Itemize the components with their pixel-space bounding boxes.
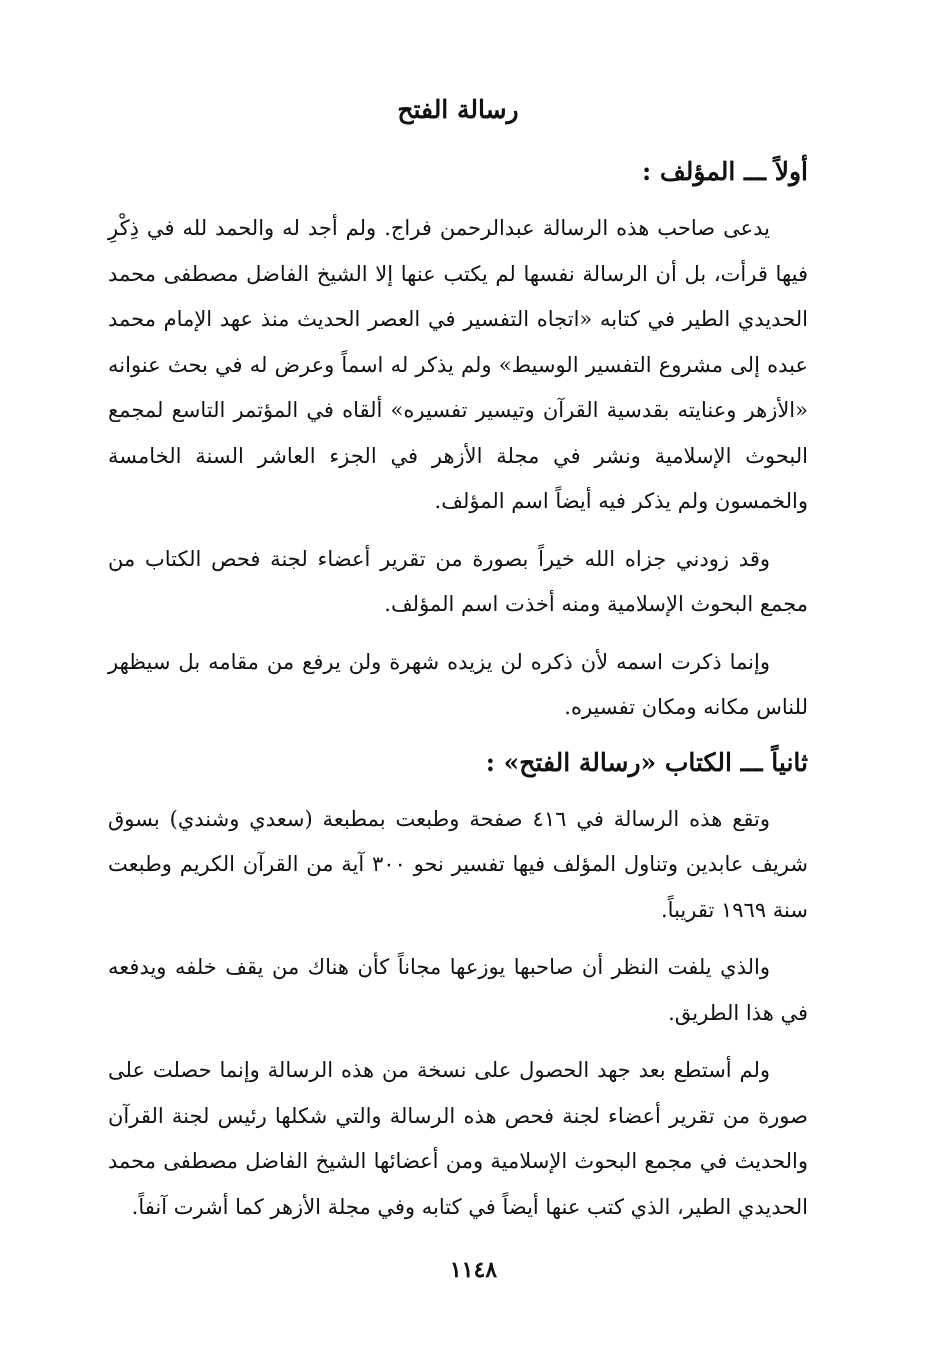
paragraph: ولم أستطع بعد جهد الحصول على نسخة من هذه الرسالة وإنما حصلت على صورة من تقرير أعضاء لجنة فحص هذه الرسالة والتي شكلها رئيس لجنة القرآن والحديث في مجمع البحوث الإسلامية ومن أعضائها الشيخ الفاضل مصطفى محمد الحديدي الطير، الذي كتب عنها أيضاً في كتابه وفي مجلة الأزهر كما أشرت آنفاً. <box>108 1058 808 1219</box>
paragraph: وإنما ذكرت اسمه لأن ذكره لن يزيده شهرة ولن يرفع من مقامه بل سيظهر للناس مكانه ومكان تفسيره. <box>108 649 808 719</box>
section-heading-author: أولاً ـــ المؤلف : <box>641 157 808 186</box>
paragraph: يدعى صاحب هذه الرسالة عبدالرحمن فراج. ولم أجد له والحمد لله في ذِكْرِ فيها قرأت، بل أن الرسالة نفسها لم يكتب عنها إلا الشيخ الفاضل مصطفى محمد الحديدي الطير في كتابه «اتجاه التفسير في العصر الحديث منذ عهد الإمام محمد عبده إلى مشروع التفسير الوسيط» ولم يذكر له اسماً وعرض له في بحث عنوانه «الأزهر وعنايته بقدسية القرآن وتيسير تفسيره» ألقاه في المؤتمر التاسع لمجمع البحوث الإسلامية ونشر في مجلة الأزهر في الجزء العاشر السنة الخامسة والخمسون ولم يذكر فيه أيضاً اسم المؤلف. <box>108 216 808 513</box>
page-body <box>108 90 808 1240</box>
page-title: رسالة الفتح <box>397 95 519 124</box>
section-heading-book: ثانياً ـــ الكتاب «رسالة الفتح» : <box>485 747 808 777</box>
page-number: ١١٤٨ <box>449 1257 498 1283</box>
paragraph: وقد زودني جزاه الله خيراً بصورة من تقرير أعضاء لجنة فحص الكتاب من مجمع البحوث الإسلامية ومنه أخذت اسم المؤلف. <box>108 546 808 616</box>
paragraph: والذي يلفت النظر أن صاحبها يوزعها مجاناً كأن هناك من يقف خلفه ويدفعه في هذا الطريق. <box>108 955 808 1025</box>
paragraph: وتقع هذه الرسالة في ٤١٦ صفحة وطبعت بمطبعة (سعدي وشندي) بسوق شريف عابدين وتناول المؤلف فيها تفسير نحو ٣٠٠ آية من القرآن الكريم وطبعت سنة ١٩٦٩ تقريباً. <box>108 806 808 922</box>
